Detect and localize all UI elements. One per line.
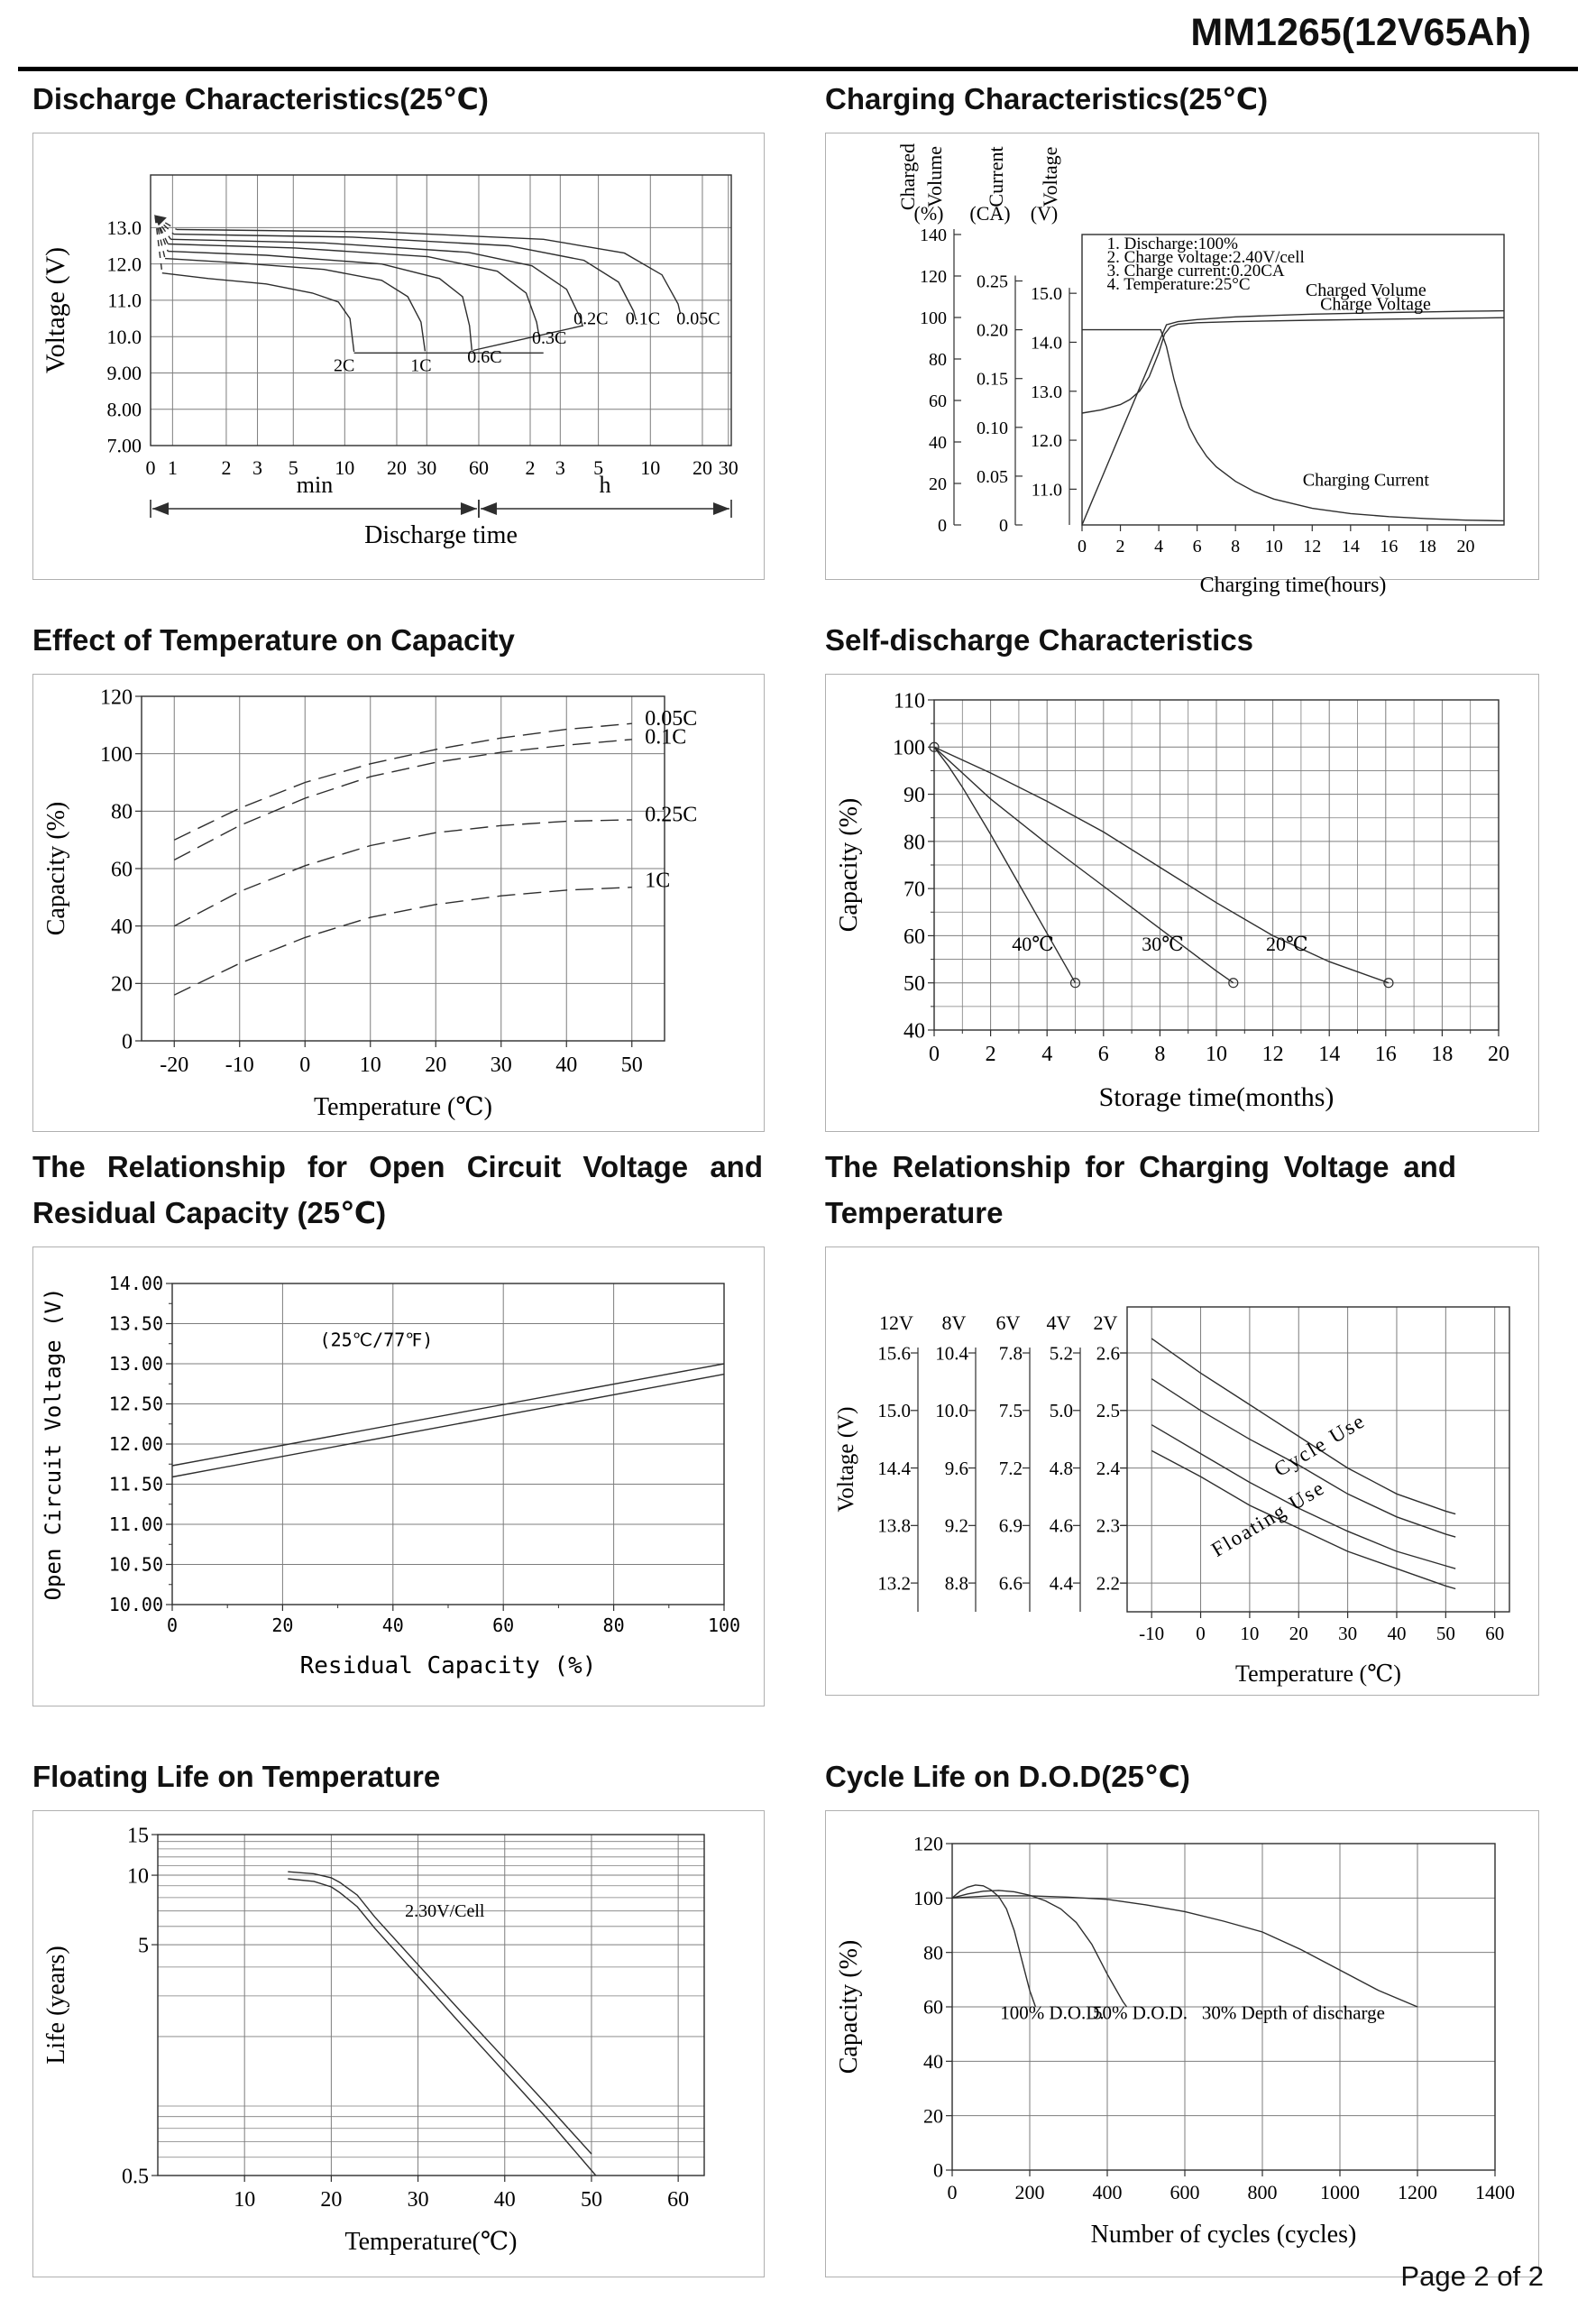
svg-text:5: 5 (288, 456, 298, 480)
svg-text:120: 120 (913, 1832, 943, 1855)
series-0.3C (168, 244, 538, 336)
series-1C (174, 888, 632, 995)
svg-text:20: 20 (425, 1053, 447, 1078)
svg-text:4V: 4V (1046, 1311, 1071, 1335)
svg-text:100: 100 (100, 743, 133, 768)
svg-text:0.1C: 0.1C (645, 725, 687, 750)
svg-text:12.00: 12.00 (108, 1433, 163, 1456)
svg-text:12: 12 (1303, 537, 1322, 557)
svg-text:40: 40 (923, 2050, 943, 2074)
series-2C (162, 273, 354, 352)
svg-text:90: 90 (903, 784, 925, 808)
svg-text:12: 12 (1261, 1043, 1284, 1067)
svg-text:(CA): (CA) (969, 202, 1011, 225)
svg-text:40: 40 (903, 1019, 925, 1044)
cycle-life-on-dod-chart (826, 1811, 1538, 2277)
svg-text:0.25C: 0.25C (645, 803, 698, 827)
svg-text:40: 40 (493, 2188, 516, 2212)
svg-text:30: 30 (407, 2188, 429, 2212)
discharge-chart-box (32, 133, 765, 580)
svg-text:6.6: 6.6 (998, 1572, 1023, 1595)
svg-text:50: 50 (903, 972, 925, 997)
svg-text:11.00: 11.00 (108, 1513, 163, 1536)
svg-text:13.0: 13.0 (106, 216, 142, 240)
discharge-characteristics-chart (33, 133, 764, 579)
section-discharge (32, 76, 763, 580)
svg-text:20: 20 (929, 474, 947, 495)
svg-text:(V): (V) (1030, 202, 1059, 225)
svg-text:6.9: 6.9 (998, 1514, 1023, 1537)
svg-text:60: 60 (468, 456, 489, 480)
svg-text:Volume: Volume (923, 146, 946, 208)
svg-text:9.6: 9.6 (944, 1458, 968, 1480)
svg-text:2: 2 (525, 456, 536, 480)
section-title-temp-capacity: Effect of Temperature on Capacity (32, 623, 515, 657)
svg-text:16: 16 (1374, 1043, 1397, 1067)
svg-text:15: 15 (127, 1824, 149, 1848)
svg-text:0: 0 (145, 456, 156, 480)
svg-text:110: 110 (893, 689, 925, 713)
svg-text:20: 20 (1488, 1043, 1509, 1067)
svg-text:1200: 1200 (1398, 2181, 1437, 2204)
svg-text:40: 40 (555, 1053, 578, 1078)
self-discharge-characteristics-chart (826, 675, 1538, 1131)
svg-text:5.2: 5.2 (1049, 1342, 1073, 1365)
svg-text:60: 60 (1485, 1623, 1505, 1645)
svg-text:5: 5 (138, 1934, 149, 1958)
svg-text:60: 60 (929, 391, 947, 412)
svg-text:10.0: 10.0 (106, 326, 142, 349)
svg-text:1000: 1000 (1320, 2181, 1360, 2204)
svg-text:80: 80 (929, 350, 947, 371)
svg-text:60: 60 (111, 858, 133, 882)
svg-text:11.50: 11.50 (108, 1473, 163, 1495)
svg-text:0: 0 (933, 2158, 943, 2182)
temp-capacity-chart-box (32, 674, 765, 1132)
svg-text:Voltage (V): Voltage (V) (834, 1406, 858, 1513)
section-title-charging: Charging Characteristics(25℃) (825, 82, 1269, 115)
svg-text:30% Depth of discharge: 30% Depth of discharge (1201, 2001, 1385, 2024)
svg-text:Cycle Use: Cycle Use (1270, 1409, 1370, 1482)
svg-text:0: 0 (999, 516, 1008, 537)
section-title-discharge: Discharge Characteristics(25℃) (32, 82, 489, 115)
svg-text:18: 18 (1417, 537, 1436, 557)
svg-text:10: 10 (1206, 1043, 1227, 1067)
svg-text:-10: -10 (1139, 1623, 1165, 1645)
svg-text:16: 16 (1380, 537, 1399, 557)
svg-text:20: 20 (111, 972, 133, 997)
svg-text:0.20: 0.20 (977, 320, 1008, 341)
doc-title: MM1265(12V65Ah) (1190, 11, 1531, 54)
svg-text:80: 80 (111, 800, 133, 824)
svg-text:50% D.O.D.: 50% D.O.D. (1093, 2001, 1188, 2024)
svg-text:8: 8 (1154, 1043, 1166, 1067)
svg-text:12V: 12V (879, 1311, 913, 1335)
svg-text:0: 0 (938, 516, 947, 537)
svg-text:20: 20 (1289, 1623, 1308, 1645)
svg-text:4.6: 4.6 (1049, 1514, 1073, 1537)
svg-text:13.00: 13.00 (108, 1353, 163, 1375)
svg-text:40: 40 (111, 915, 133, 940)
svg-text:60: 60 (667, 2188, 690, 2212)
svg-text:1. Discharge:100%: 1. Discharge:100% (1106, 235, 1238, 254)
svg-text:Charged Volume: Charged Volume (1305, 280, 1426, 300)
svg-text:40: 40 (381, 1614, 404, 1637)
svg-text:0: 0 (299, 1053, 311, 1078)
series-floating-use-lower (1151, 1451, 1455, 1589)
series-ocv-lower (172, 1375, 724, 1477)
svg-text:20: 20 (1456, 537, 1475, 557)
svg-text:1400: 1400 (1475, 2181, 1515, 2204)
effect-of-temperature-on-capacity-chart (33, 675, 764, 1131)
svg-text:10.50: 10.50 (108, 1553, 163, 1576)
series-50-percent-dod (952, 1890, 1127, 2007)
svg-text:5: 5 (593, 456, 604, 480)
svg-text:15.0: 15.0 (877, 1400, 911, 1422)
svg-text:0: 0 (1078, 537, 1087, 557)
svg-text:Capacity (%): Capacity (%) (835, 797, 863, 933)
series-0.05C (174, 723, 632, 840)
svg-text:600: 600 (1169, 2181, 1200, 2204)
svg-text:10: 10 (1264, 537, 1283, 557)
svg-text:13.50: 13.50 (108, 1312, 163, 1335)
svg-text:9.00: 9.00 (106, 362, 142, 385)
svg-text:100: 100 (707, 1614, 741, 1637)
svg-text:80: 80 (903, 831, 925, 855)
svg-text:7.8: 7.8 (998, 1342, 1023, 1365)
svg-text:50: 50 (580, 2188, 602, 2212)
svg-text:10.00: 10.00 (108, 1594, 163, 1616)
svg-text:13.0: 13.0 (1031, 382, 1062, 402)
svg-text:8V: 8V (941, 1311, 967, 1335)
svg-text:40℃: 40℃ (1012, 933, 1054, 956)
section-title-floating-life: Floating Life on Temperature (32, 1760, 441, 1793)
svg-text:10.4: 10.4 (935, 1342, 968, 1365)
svg-text:Charging time(hours): Charging time(hours) (1199, 574, 1387, 598)
floating-life-chart-box (32, 1810, 765, 2277)
svg-text:14.0: 14.0 (1031, 333, 1062, 354)
svg-text:20: 20 (692, 456, 712, 480)
svg-text:4: 4 (1041, 1043, 1053, 1067)
svg-text:0.3C: 0.3C (531, 328, 567, 349)
svg-text:5.0: 5.0 (1049, 1400, 1073, 1422)
svg-text:Charge Voltage: Charge Voltage (1320, 294, 1431, 315)
svg-text:12.0: 12.0 (1031, 431, 1062, 452)
svg-text:10: 10 (335, 456, 355, 480)
svg-text:2: 2 (1115, 537, 1125, 557)
svg-text:-10: -10 (225, 1053, 254, 1078)
svg-text:60: 60 (923, 1995, 943, 2019)
svg-text:3. Charge current:0.20CA: 3. Charge current:0.20CA (1106, 262, 1285, 281)
svg-text:2.6: 2.6 (1096, 1342, 1120, 1365)
svg-text:Storage time(months): Storage time(months) (1098, 1082, 1335, 1113)
svg-text:100: 100 (913, 1887, 943, 1910)
svg-text:3: 3 (555, 456, 565, 480)
svg-text:0.5: 0.5 (122, 2165, 149, 2189)
svg-text:2.5: 2.5 (1096, 1400, 1120, 1422)
svg-text:4: 4 (1154, 537, 1164, 557)
svg-text:(25℃/77℉): (25℃/77℉) (319, 1329, 434, 1351)
svg-text:80: 80 (923, 1941, 943, 1964)
series-life-lower (288, 1879, 596, 2176)
svg-text:Voltage (V): Voltage (V) (41, 247, 70, 374)
svg-text:6: 6 (1097, 1043, 1109, 1067)
svg-text:0.6C: 0.6C (467, 347, 502, 368)
ocv-chart-box (32, 1246, 765, 1706)
svg-text:2.2: 2.2 (1096, 1572, 1120, 1595)
svg-text:Temperature (℃): Temperature (℃) (1235, 1660, 1401, 1688)
svg-text:0.05C: 0.05C (645, 706, 698, 731)
svg-text:8.8: 8.8 (944, 1572, 968, 1595)
svg-text:100% D.O.D.: 100% D.O.D. (1000, 2001, 1105, 2024)
svg-text:14: 14 (1318, 1043, 1341, 1067)
page-footer: Page 2 of 2 (1400, 2260, 1544, 2292)
svg-text:2V: 2V (1093, 1311, 1118, 1335)
svg-text:2: 2 (985, 1043, 996, 1067)
series-0.1C (174, 235, 637, 321)
svg-text:0.2C: 0.2C (573, 308, 609, 329)
series-0.6C (168, 252, 472, 351)
svg-text:30: 30 (417, 456, 437, 480)
svg-text:1: 1 (167, 456, 178, 480)
svg-text:15.6: 15.6 (877, 1342, 911, 1365)
svg-text:30: 30 (1338, 1623, 1358, 1645)
svg-text:11.0: 11.0 (107, 289, 142, 312)
svg-text:30℃: 30℃ (1142, 933, 1184, 956)
svg-text:1C: 1C (410, 355, 432, 376)
series-charge-voltage (1082, 317, 1504, 413)
svg-text:Temperature (℃): Temperature (℃) (313, 1093, 493, 1122)
series-0.05C (177, 230, 681, 315)
series-ocv-upper (172, 1364, 724, 1466)
svg-text:Open Circuit Voltage (V): Open Circuit Voltage (V) (41, 1287, 66, 1601)
svg-text:Residual Capacity (%): Residual Capacity (%) (299, 1652, 597, 1680)
svg-text:0: 0 (122, 1030, 133, 1054)
svg-text:7.5: 7.5 (998, 1400, 1023, 1422)
svg-text:2. Charge voltage:2.40V/cell: 2. Charge voltage:2.40V/cell (1106, 248, 1305, 268)
section-title-charge-voltage-temp: The Relationship for Charging Voltage and Temperature (825, 1150, 1456, 1230)
svg-text:4.4: 4.4 (1049, 1572, 1073, 1595)
svg-text:14: 14 (1341, 537, 1360, 557)
svg-text:10: 10 (127, 1864, 149, 1889)
svg-text:0: 0 (166, 1614, 179, 1637)
svg-text:3: 3 (252, 456, 263, 480)
svg-text:min: min (296, 472, 334, 499)
series-charged-volume (1082, 311, 1504, 525)
svg-text:8: 8 (1231, 537, 1241, 557)
svg-text:30: 30 (490, 1053, 512, 1078)
svg-text:0.05: 0.05 (977, 467, 1008, 488)
svg-text:2.3: 2.3 (1096, 1514, 1120, 1537)
svg-text:20: 20 (386, 456, 407, 480)
svg-text:10: 10 (359, 1053, 381, 1078)
svg-text:100: 100 (920, 308, 947, 329)
charging-chart-box (825, 133, 1539, 598)
svg-text:10: 10 (1240, 1623, 1260, 1645)
svg-text:Capacity (%): Capacity (%) (835, 1939, 863, 2074)
svg-text:2.4: 2.4 (1096, 1458, 1120, 1480)
svg-text:Floating Use: Floating Use (1207, 1476, 1329, 1562)
svg-text:9.2: 9.2 (944, 1514, 968, 1537)
svg-text:0: 0 (929, 1043, 940, 1067)
svg-text:80: 80 (602, 1614, 625, 1637)
svg-text:30: 30 (718, 456, 738, 480)
charge-voltage-temp-chart-box (825, 1246, 1539, 1696)
svg-text:60: 60 (492, 1614, 515, 1637)
section-title-cycle-life: Cycle Life on D.O.D(25℃) (825, 1760, 1190, 1793)
svg-text:Charging Current: Charging Current (1302, 470, 1429, 491)
svg-text:2C: 2C (333, 355, 355, 376)
svg-text:7.2: 7.2 (998, 1458, 1023, 1480)
svg-text:70: 70 (903, 878, 925, 902)
series-0.1C (174, 740, 632, 860)
svg-text:800: 800 (1247, 2181, 1278, 2204)
svg-text:14.4: 14.4 (877, 1458, 911, 1480)
svg-text:0.1C: 0.1C (625, 308, 661, 329)
svg-text:2: 2 (221, 456, 232, 480)
svg-text:0.10: 0.10 (977, 418, 1008, 438)
svg-text:10: 10 (234, 2188, 256, 2212)
series-0.2C (170, 239, 582, 327)
section-temp-capacity (32, 617, 763, 1132)
svg-text:4.8: 4.8 (1049, 1458, 1073, 1480)
svg-text:13.8: 13.8 (877, 1514, 911, 1537)
svg-text:20℃: 20℃ (1265, 933, 1308, 956)
svg-text:14.00: 14.00 (108, 1273, 163, 1295)
svg-text:4. Temperature:25°C: 4. Temperature:25°C (1106, 275, 1251, 295)
svg-text:400: 400 (1092, 2181, 1123, 2204)
section-self-discharge (825, 617, 1537, 1132)
svg-text:(%): (%) (913, 202, 944, 225)
series-0.25C (174, 820, 632, 926)
svg-text:0.15: 0.15 (977, 369, 1008, 390)
section-charging (825, 76, 1537, 598)
svg-text:120: 120 (100, 685, 133, 710)
svg-text:140: 140 (920, 225, 947, 246)
series-100-percent-dod (952, 1885, 1035, 2007)
section-cycle-life (825, 1753, 1537, 2277)
svg-text:20: 20 (923, 2104, 943, 2128)
svg-text:0: 0 (947, 2181, 958, 2204)
svg-text:Discharge time: Discharge time (364, 521, 518, 550)
section-floating-life (32, 1753, 763, 2277)
svg-text:18: 18 (1431, 1043, 1454, 1067)
self-discharge-chart-box (825, 674, 1539, 1132)
svg-text:1C: 1C (645, 869, 671, 893)
svg-text:7.00: 7.00 (106, 434, 142, 457)
svg-text:13.2: 13.2 (877, 1572, 911, 1595)
svg-text:h: h (599, 472, 611, 499)
series-1C (165, 259, 425, 352)
section-ocv (32, 1144, 763, 1706)
svg-text:15.0: 15.0 (1031, 284, 1062, 305)
svg-text:12.50: 12.50 (108, 1393, 163, 1415)
charging-voltage-vs-temperature-chart (826, 1247, 1538, 1695)
svg-text:50: 50 (1435, 1623, 1455, 1645)
svg-text:200: 200 (1014, 2181, 1045, 2204)
section-title-self-discharge: Self-discharge Characteristics (825, 623, 1254, 657)
svg-text:6: 6 (1192, 537, 1202, 557)
svg-text:Capacity (%): Capacity (%) (42, 801, 70, 936)
svg-text:Charged: Charged (896, 143, 919, 211)
svg-text:2.30V/Cell: 2.30V/Cell (405, 1901, 485, 1922)
open-circuit-voltage-vs-residual-capacity-chart (33, 1247, 764, 1706)
svg-text:11.0: 11.0 (1031, 480, 1062, 501)
svg-text:12.0: 12.0 (106, 253, 142, 276)
series-charging-current (1082, 330, 1504, 521)
svg-text:-20: -20 (160, 1053, 189, 1078)
svg-text:0.05C: 0.05C (676, 308, 720, 329)
svg-text:Number of cycles (cycles): Number of cycles (cycles) (1090, 2221, 1357, 2249)
svg-text:100: 100 (893, 736, 925, 760)
svg-text:0: 0 (1196, 1623, 1206, 1645)
svg-text:8.00: 8.00 (106, 398, 142, 421)
svg-text:Voltage: Voltage (1039, 146, 1061, 207)
section-charge-voltage-temp (825, 1144, 1537, 1696)
svg-text:120: 120 (920, 267, 947, 288)
cycle-life-chart-box (825, 1810, 1539, 2277)
svg-text:Life (years): Life (years) (42, 1946, 70, 2065)
svg-text:20: 20 (271, 1614, 294, 1637)
svg-text:40: 40 (1387, 1623, 1407, 1645)
charging-characteristics-chart (826, 133, 1538, 598)
title-rule (18, 67, 1578, 71)
floating-life-on-temperature-chart (33, 1811, 764, 2277)
svg-text:Temperature(℃): Temperature(℃) (344, 2228, 518, 2257)
svg-text:10: 10 (640, 456, 661, 480)
svg-text:0.25: 0.25 (977, 271, 1008, 292)
svg-text:6V: 6V (995, 1311, 1021, 1335)
svg-text:60: 60 (903, 925, 925, 949)
section-title-ocv: The Relationship for Open Circuit Voltage and Residual Capacity (25℃) (32, 1150, 763, 1230)
svg-text:40: 40 (929, 433, 947, 454)
svg-text:50: 50 (620, 1053, 643, 1078)
svg-text:20: 20 (320, 2188, 343, 2212)
svg-text:Current: Current (985, 146, 1007, 207)
svg-text:10.0: 10.0 (935, 1400, 968, 1422)
